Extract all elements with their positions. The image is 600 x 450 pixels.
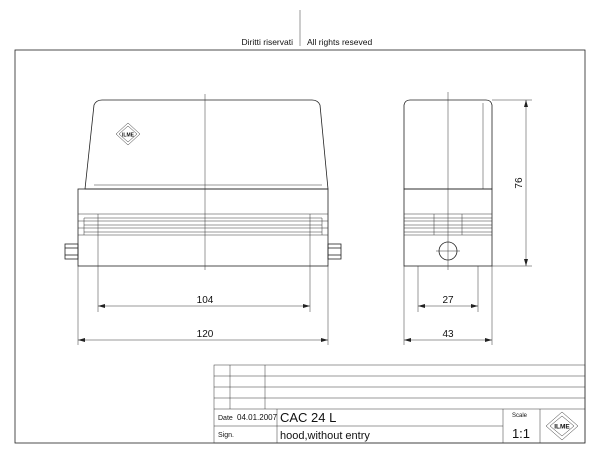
part-description: hood,without entry bbox=[280, 430, 370, 442]
front-hood-body bbox=[85, 100, 328, 189]
front-logo-text: ILME bbox=[122, 132, 134, 139]
dim-104-label: 104 bbox=[196, 295, 214, 306]
date-value: 04.01.2007 bbox=[237, 413, 278, 422]
dim-43-label: 43 bbox=[442, 329, 454, 340]
front-logo-icon bbox=[116, 123, 140, 145]
front-base-block bbox=[78, 189, 328, 266]
date-label: Date bbox=[218, 415, 233, 422]
front-right-peg bbox=[328, 244, 341, 259]
title-block bbox=[214, 365, 585, 443]
front-left-peg bbox=[65, 244, 78, 259]
scale-label: Scale bbox=[512, 413, 528, 419]
front-ribs bbox=[78, 214, 328, 235]
dim-27-label: 27 bbox=[442, 295, 454, 306]
sign-label: Sign. bbox=[218, 432, 234, 439]
ilme-logo-icon bbox=[546, 412, 578, 440]
dim-120-label: 120 bbox=[196, 329, 214, 340]
front-view bbox=[65, 94, 341, 345]
scale-value: 1:1 bbox=[511, 426, 531, 441]
title-logo-text: ILME bbox=[554, 423, 570, 431]
rights-reserved-en: All rights reseved bbox=[307, 37, 373, 47]
dim-76-label: 76 bbox=[514, 177, 525, 189]
side-view bbox=[404, 92, 532, 345]
part-code: CAC 24 L bbox=[280, 410, 337, 425]
rights-reserved-it: Diritti riservati bbox=[241, 37, 293, 47]
drawing-frame bbox=[15, 50, 585, 443]
